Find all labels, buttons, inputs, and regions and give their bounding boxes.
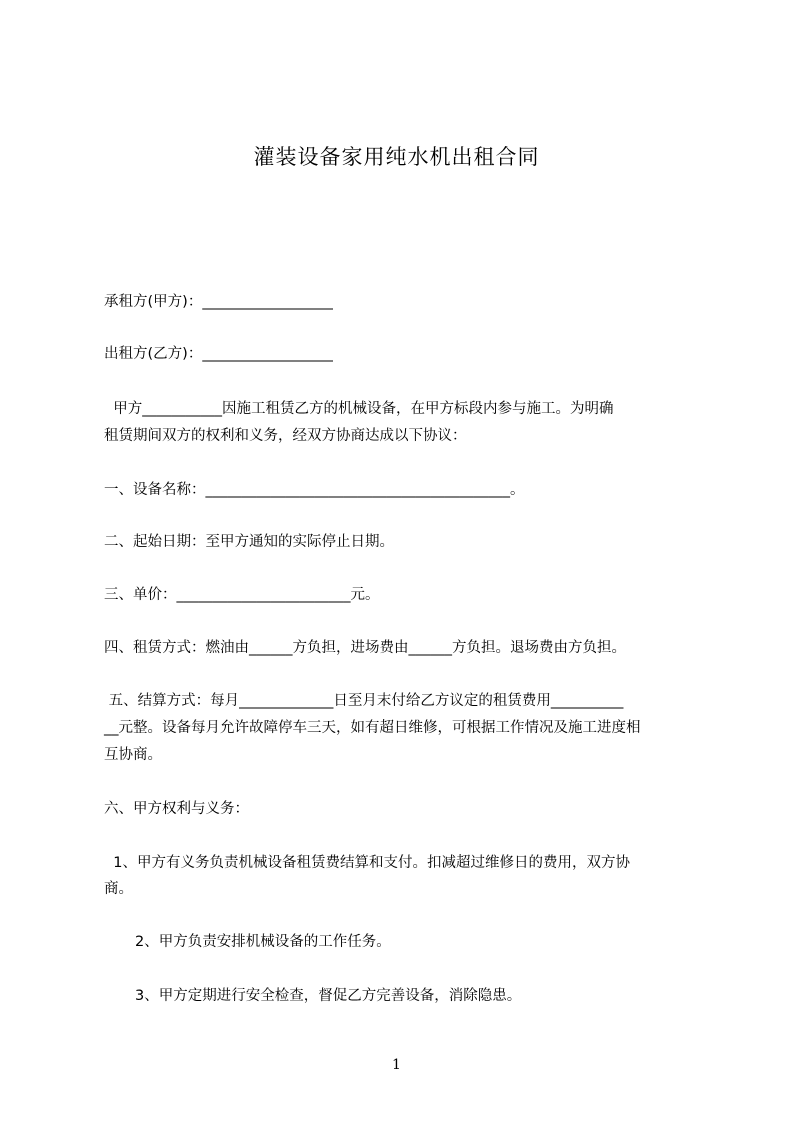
item-equipment-name: 一、设备名称：__________________________________________。: [104, 482, 525, 498]
item-settlement-line-3: 互协商。: [104, 747, 162, 763]
lessor-line: 出租方(乙方)：__________________: [104, 346, 333, 362]
page-number: 1: [392, 1057, 401, 1073]
item-party-a-rights: 六、甲方权利与义务：: [104, 801, 249, 817]
item-unit-price: 三、单价：________________________元。: [104, 587, 380, 603]
item-6-2: 2、甲方负责安排机械设备的工作任务。: [135, 934, 391, 950]
item-settlement-line-1: 五、结算方式：每月_____________日至月末付给乙方议定的租赁费用__________: [104, 693, 624, 709]
document-title: 灌装设备家用纯水机出租合同: [253, 145, 540, 169]
item-6-1-line-1: 1、甲方有义务负责机械设备租赁费结算和支付。扣减超过维修日的费用，双方协: [104, 855, 630, 871]
intro-line-2: 租赁期间双方的权利和义务，经双方协商达成以下协议：: [104, 428, 467, 444]
item-6-3: 3、甲方定期进行安全检查，督促乙方完善设备，消除隐患。: [135, 988, 522, 1004]
item-start-date: 二、起始日期：至甲方通知的实际停止日期。: [104, 534, 394, 550]
item-6-1-line-2: 商。: [104, 881, 133, 897]
intro-line-1: 甲方___________因施工租赁乙方的机械设备，在甲方标段内参与施工。为明确: [104, 401, 614, 417]
lessee-line: 承租方(甲方)：__________________: [104, 294, 333, 310]
item-settlement-line-2: __元整。设备每月允许故障停车三天，如有超日维修，可根据工作情况及施工进度相: [104, 720, 641, 736]
item-lease-method: 四、租赁方式：燃油由______方负担，进场费由______方负担。退场费由方负担。: [104, 640, 626, 656]
